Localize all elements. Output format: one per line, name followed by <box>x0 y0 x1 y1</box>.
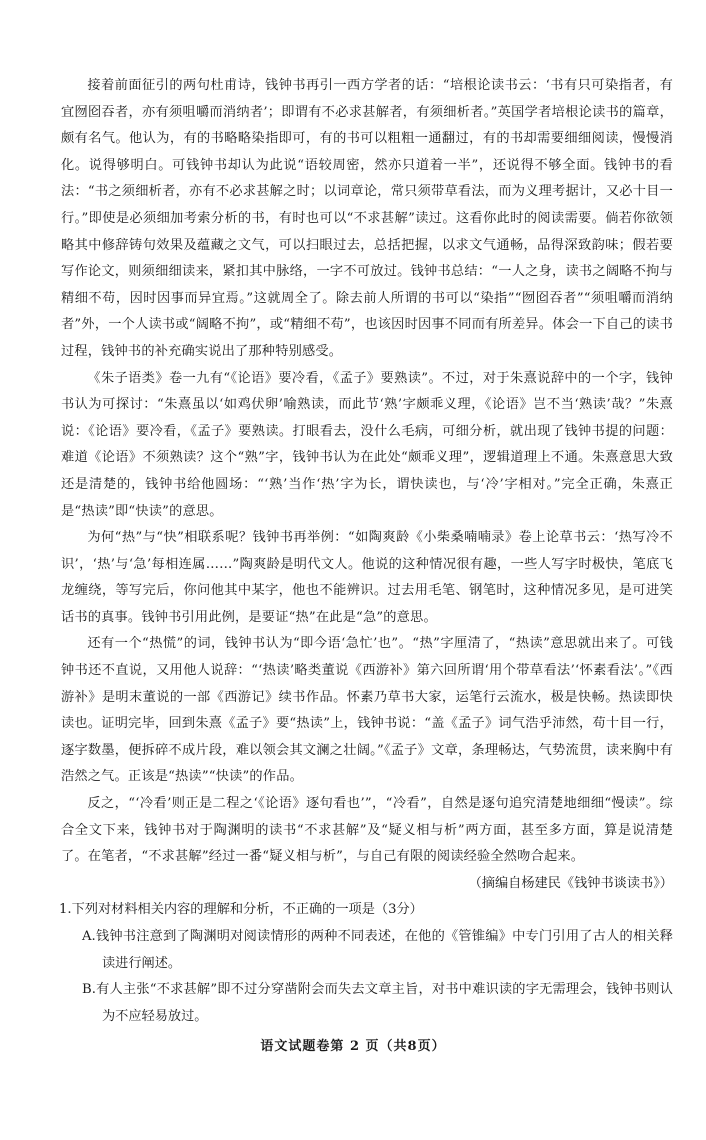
paragraph-1: 接着前面征引的两句杜甫诗，钱钟书再引一西方学者的话：“培根论读书云：‘书有只可染指者，有宜囫囵吞者，亦有须咀嚼而消纳者’；即谓有不必求甚解者，有须细析者。”英国学者培根论读书的篇章，颇有名气。他认为，有的书略略染指即可，有的书可以粗粗一通翻过，有的书却需要细细阅读，慢慢消化。说得够明白。可钱钟书却认为此说“语较周密，然亦只道着一半”，还说得不够全面。钱钟书的看法：“书之须细析者，亦有不必求甚解之时；以词章论，常只须带草看法，而为义理考据计，又必十目一行。”即使是必须细加考索分析的书，有时也可以“不求甚解”读过。这看你此时的阅读需要。倘若你欲领略其中修辞铸句效果及蕴藏之文气，可以扫眼过去，总括把握，以求文气通畅，品得深致韵味；假若要写作论文，则须细细读来，紧扣其中脉络，一字不可放过。钱钟书总结：“一人之身，读书之阔略不拘与精细不苟，因时因事而异宜焉。”这就周全了。除去前人所谓的书可以“染指”“囫囵吞者”“须咀嚼而消纳者”外，一个人读书或“阔略不拘”，或“精细不苟”，也该因时因事不同而有所差异。体会一下自己的读书过程，钱钟书的补充确实说出了那种特别感受。 <box>61 78 673 359</box>
page-footer: 语文试题卷第 2 页（共8页） <box>260 1039 446 1054</box>
option-b: B.有人主张“不求甚解”即不过分穿凿附会而失去文章主旨，对书中难识读的字无需理会，钱钟书则认为不应轻易放过。 <box>82 982 673 1024</box>
option-a: A.钱钟书注意到了陶渊明对阅读情形的两种不同表述，在他的《管锥编》中专门引用了古人的相关释读进行阐述。 <box>82 929 673 971</box>
paragraph-3: 为何“热”与“快”相联系呢？钱钟书再举例：“如陶爽龄《小柴桑喃喃录》卷上论草书云：‘热写冷不识’，‘热’与‘急’每相连属……”陶爽龄是明代文人。他说的这种情况很有趣，一些人写字时极快，笔底飞龙缠绕，等写完后，你问他其中某字，他也不能辨识。过去用毛笔、钢笔时，这种情况多见，是可进笑话书的真事。钱钟书引用此例，是要证“热”在此是“急”的意思。 <box>61 530 673 625</box>
question-stem: 1.下列对材料相关内容的理解和分析，不正确的一项是（3分） <box>59 902 423 918</box>
source-citation: （摘编自杨建民《钱钟书谈读书》） <box>468 875 673 891</box>
reading-passage <box>61 73 673 1030</box>
paragraph-2: 《朱子语类》卷一九有“《论语》要冷看，《孟子》要熟读”。不过，对于朱熹说辞中的一个字，钱钟书认为可探讨：“朱熹虽以‘如鸡伏卵’喻熟读，而此节‘熟’字颇乖义理，《论语》岂不当‘熟读’哉？”朱熹说：《论语》要冷看，《孟子》要熟读。打眼看去，没什么毛病，可细分析，就出现了钱钟书提的问题：难道《论语》不须熟读？这个“熟”字，钱钟书认为在此处“颇乖义理”，逻辑道理上不通。朱熹意思大致还是清楚的，钱钟书给他圆场：“‘熟’当作‘热’字为长，谓快读也，与‘冷’字相对。”完全正确，朱熹正是“热读”即“快读”的意思。 <box>61 370 673 519</box>
paragraph-5: 反之，“‘冷看’则正是二程之‘《论语》逐句看也’”，“冷看”，自然是逐句追究清楚地细细“慢读”。综合全文下来，钱钟书对于陶渊明的读书“不求甚解”及“疑义相与析”两方面，甚至多方面，算是说清楚了。在笔者，“不求甚解”经过一番“疑义相与析”，与自己有限的阅读经验全然吻合起来。 <box>61 796 673 865</box>
paragraph-4: 还有一个“热慌”的词，钱钟书认为“即今语‘急忙’也”。“热”字厘清了，“热读”意思就出来了。可钱钟书还不直说，又用他人说辞：“‘热读’略类董说《西游补》第六回所谓‘用个带草看法’‘怀素看法’。”《西游补》是明末董说的一部《西游记》续书作品。怀素乃草书大家，运笔行云流水，极是快畅。热读即快读也。证明完毕，回到朱熹《孟子》要“热读”上，钱钟书说：“盖《孟子》词气浩乎沛然，苟十目一行，逐字数墨，便拆碎不成片段，难以领会其文澜之壮阔。”《孟子》文章，条理畅达，气势流贯，读来胸中有浩然之气。正该是“热读”“快读”的作品。 <box>61 636 673 785</box>
